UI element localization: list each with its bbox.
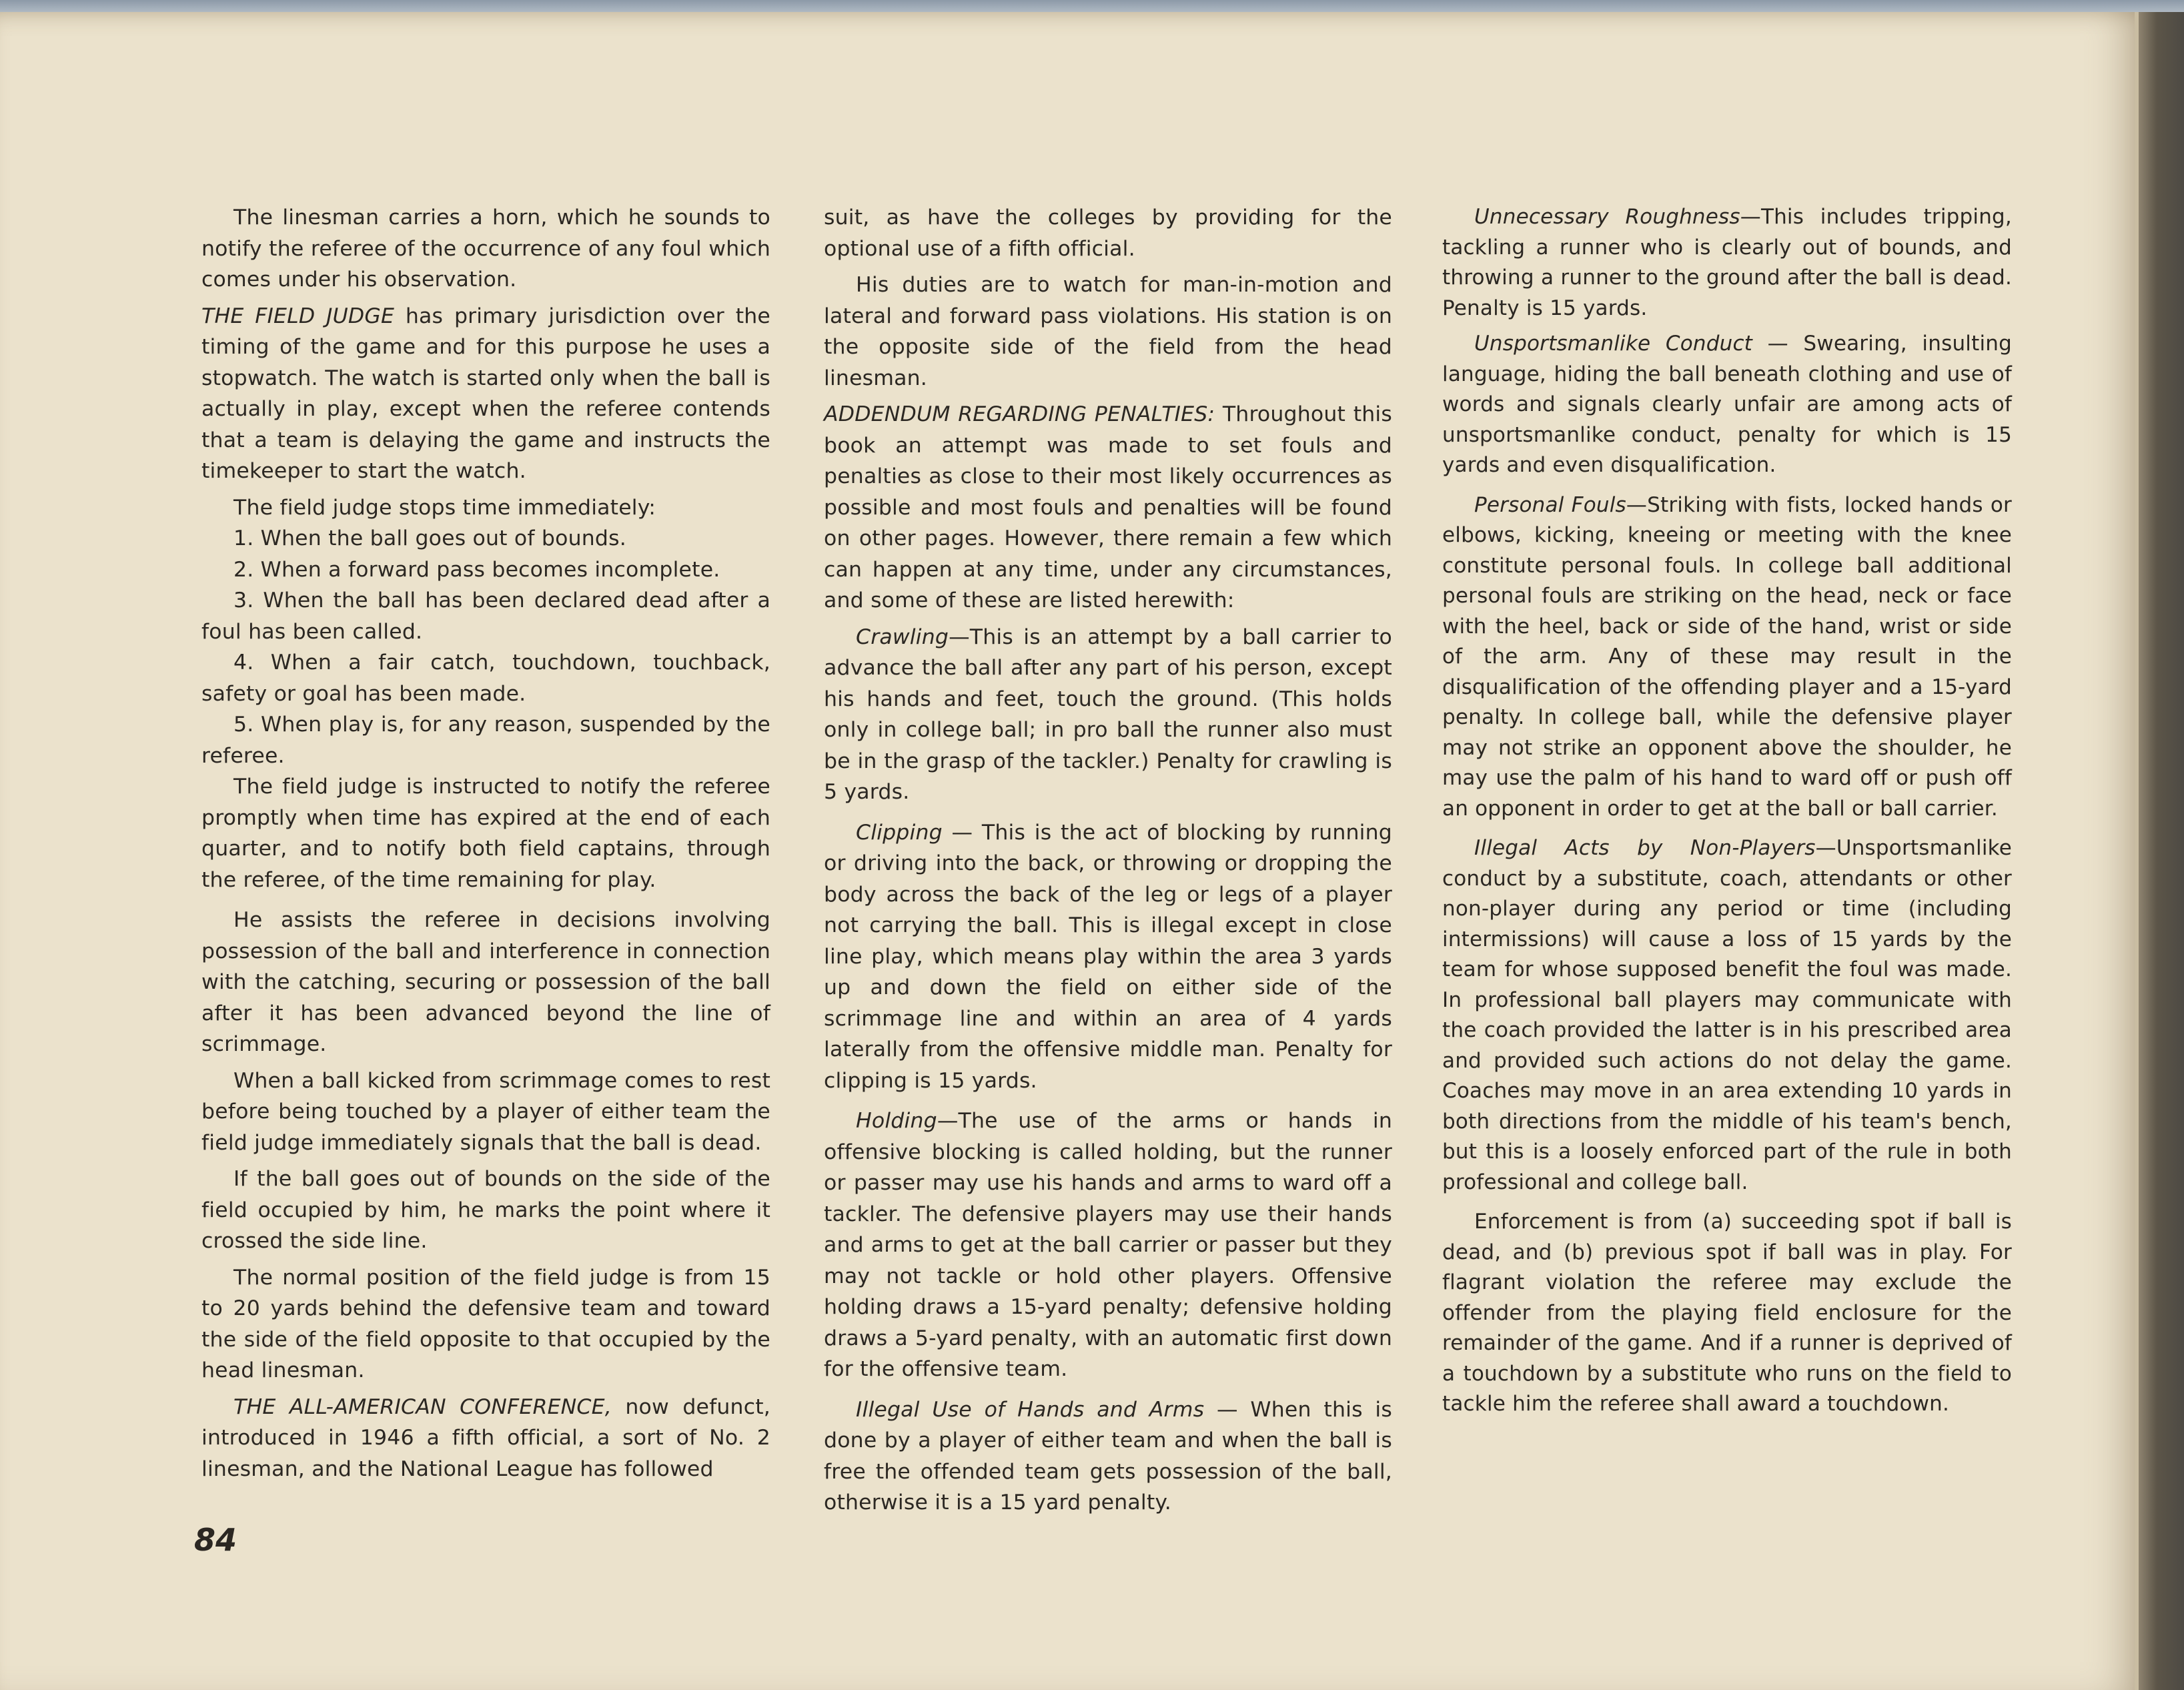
term-heading: Clipping	[856, 820, 943, 845]
term-heading: Holding	[856, 1109, 937, 1133]
paragraph: The normal position of the field judge is from 15 to 20 yards behind the defensive team and toward the side of the field opposite to that occupied by the head linesman.	[201, 1265, 770, 1382]
paragraph	[1442, 833, 2012, 1198]
term-heading: Crawling	[856, 624, 949, 649]
section-heading: ADDENDUM REGARDING PENALTIES:	[824, 402, 1215, 426]
paragraph	[1442, 202, 2012, 324]
column-right	[1442, 202, 2012, 1425]
column-left	[201, 202, 770, 1490]
paragraph: The field judge stops time immediately:	[233, 495, 656, 520]
list-item: 1. When the ball goes out of bounds.	[233, 526, 626, 550]
paragraph-text: Throughout this book an attempt was made to set fouls and penalties as close to their most likely occurrences as possible and most fouls and penalties will be found on other pages. However, there remain a few which can happen at any time, under any circumstances, and some of these are listed herewith:	[824, 402, 1392, 612]
term-heading: Illegal Acts by Non-Players	[1474, 836, 1816, 860]
paragraph	[824, 622, 1392, 808]
section-heading: THE ALL-AMERICAN CONFERENCE,	[233, 1394, 612, 1419]
paragraph: His duties are to watch for man-in-motion and lateral and forward pass violations. His station is on the opposite side of the field from the head linesman.	[824, 273, 1392, 390]
paragraph	[824, 1394, 1392, 1519]
paragraph	[201, 301, 770, 487]
paragraph-text: —Striking with fists, locked hands or elbows, kicking, kneeing or meeting with the knee constitute personal fouls. In college ball additional personal fouls are striking on the head, neck or face with the heel, back or side of the hand, wrist or side of the arm. Any of these may result in the disqualification of the offending player and a 15-yard penalty. In college ball, while the defensive player may not strike an opponent above the shoulder, he may use the palm of his hand to ward off or push off an opponent in order to get at the ball or ball carrier.	[1442, 492, 2012, 821]
paragraph-text: —This is an attempt by a ball carrier to advance the ball after any part of his person, except his hands and feet, touch the ground. (This holds only in college ball; in pro ball the runner also must be in the grasp of the tackler.) Penalty for crawling is 5 yards.	[824, 624, 1392, 804]
paragraph-text: has primary jurisdiction over the timing of the game and for this purpose he uses a stopwatch. The watch is started only when the ball is actually in play, except when the referee contends that a team is delaying the game and instructs the timekeeper to start the watch.	[201, 304, 770, 483]
paragraph: If the ball goes out of bounds on the side of the field occupied by him, he marks the point where it crossed the side line.	[201, 1167, 770, 1253]
paragraph-text: —Unsportsmanlike conduct by a substitute, coach, attendants or other non-player during any period or time (including intermissions) will cause a loss of 15 yards by the team for whose supposed benefit the foul was made. In professional ball players may communicate with the coach provided the latter is in his prescribed area and provided such actions do not delay the game. Coaches may move in an area extending 10 yards in both directions from the middle of his team's bench, but this is a loosely enforced part of the rule in both professional and college ball.	[1442, 836, 2012, 1194]
list-item: 5. When play is, for any reason, suspended by the referee.	[201, 713, 770, 768]
column-middle	[824, 202, 1392, 1524]
paragraph: The field judge is instructed to notify the referee promptly when time has expired at the end of each quarter, and to notify both field captains, through the referee, of the time remaining for play.	[201, 775, 770, 892]
paragraph-text: —This includes tripping, tackling a runner who is clearly out of bounds, and throwing a runner to the ground after the ball is dead. Penalty is 15 yards.	[1442, 205, 2012, 320]
paragraph-text: — When this is done by a player of either team and when the ball is free the offended team gets possession of the ball, otherwise it is a 15 yard penalty.	[824, 1397, 1392, 1515]
section-heading: THE FIELD JUDGE	[201, 304, 395, 328]
paragraph	[824, 1106, 1392, 1385]
list-item: 4. When a fair catch, touchdown, touchback, safety or goal has been made.	[201, 651, 770, 706]
paragraph: He assists the referee in decisions involving possession of the ball and interference in connection with the catching, securing or possession of the ball after it has been advanced beyond the line of scrimmage.	[201, 908, 770, 1056]
page-number: 84	[194, 1522, 237, 1558]
paragraph-text: now defunct, introduced in 1946 a fifth official, a sort of No. 2 linesman, and the National League has followed	[201, 1394, 770, 1481]
paragraph	[824, 399, 1392, 616]
paragraph-text: — Swearing, insulting language, hiding the ball beneath clothing and use of words and signals clearly unfair are among acts of unsportsmanlike conduct, penalty for which is 15 yards and even disqualification.	[1442, 332, 2012, 477]
paragraph	[1442, 329, 2012, 481]
paragraph-text: — This is the act of blocking by running or driving into the back, or throwing or dropping the body across the back of the leg or legs of a player not carrying the ball. This is illegal except in close line play, which means play within the area 3 yards up and down the field on either side of the scrimmage line and within an area of 4 yards laterally from the offensive middle man. Penalty for clipping is 15 yards.	[824, 820, 1392, 1093]
paragraph-text: —The use of the arms or hands in offensive blocking is called holding, but the runner or passer may use his hands and arms to ward off a tackler. The defensive players may use their hands and arms to get at the ball carrier or passer but they may not tackle or hold other players. Offensive holding draws a 15-yard penalty; defensive holding draws a 5-yard penalty, with an automatic first down for the offensive team.	[824, 1109, 1392, 1381]
term-heading: Unsportsmanlike Conduct	[1474, 332, 1753, 356]
term-heading: Illegal Use of Hands and Arms	[856, 1397, 1205, 1422]
paragraph	[1442, 490, 2012, 825]
list-item: 2. When a forward pass becomes incomplete.	[233, 557, 720, 582]
paragraph	[201, 1392, 770, 1485]
paragraph: The linesman carries a horn, which he sounds to notify the referee of the occurrence of any foul which comes under his observation.	[201, 205, 770, 292]
paragraph: suit, as have the colleges by providing for the optional use of a fifth official.	[824, 205, 1392, 261]
term-heading: Personal Fouls	[1474, 492, 1626, 517]
list-item: 3. When the ball has been declared dead after a foul has been called.	[201, 588, 770, 644]
paragraph: Enforcement is from (a) succeeding spot if ball is dead, and (b) previous spot if ball was in play. For flagrant violation the referee may exclude the offender from the playing field enclosure for the remainder of the game. And if a runner is deprived of a touchdown by a substitute who runs on the field to tackle him the referee shall award a touchdown.	[1442, 1210, 2012, 1416]
term-heading: Unnecessary Roughness	[1474, 205, 1740, 229]
paragraph: When a ball kicked from scrimmage comes to rest before being touched by a player of either team the field judge immediately signals that the ball is dead.	[201, 1068, 770, 1155]
paragraph	[824, 817, 1392, 1097]
page-edge	[2139, 12, 2184, 1690]
